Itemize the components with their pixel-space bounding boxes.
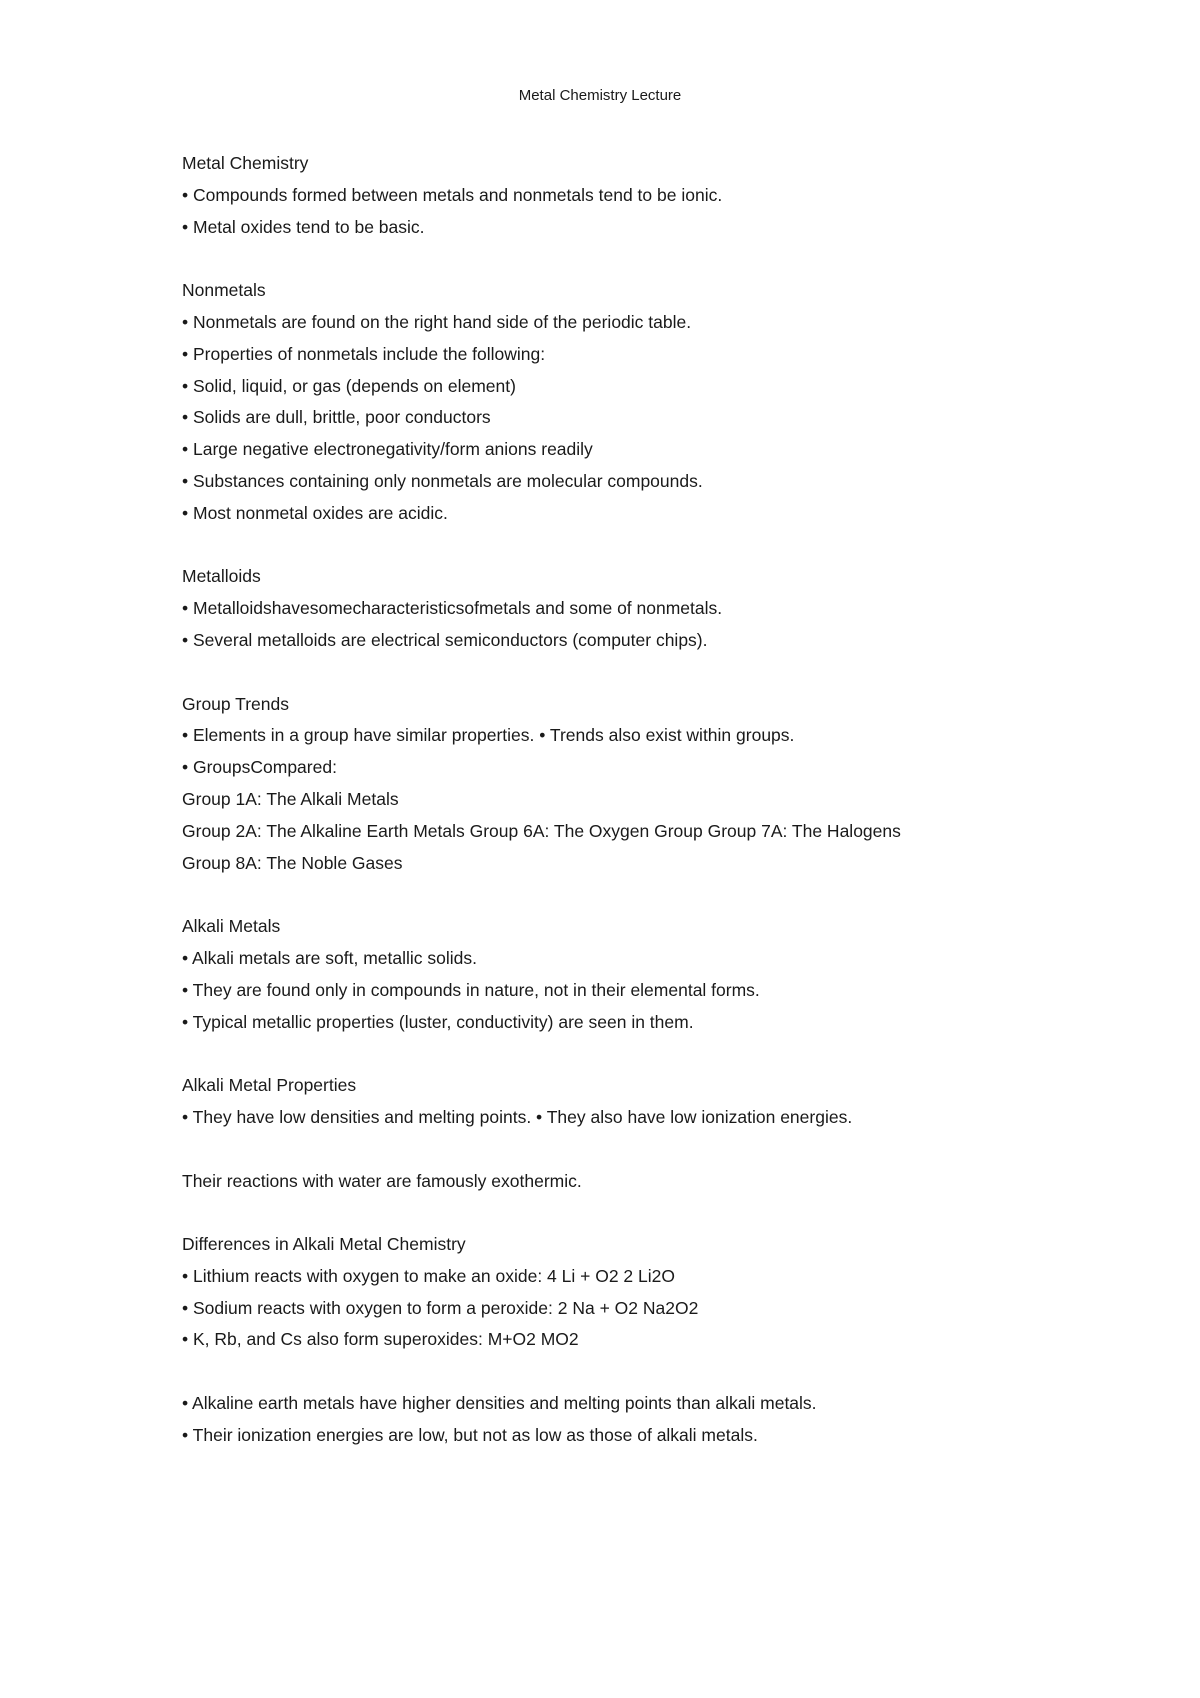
bullet-line: • Metal oxides tend to be basic. bbox=[182, 216, 425, 237]
section-group-trends bbox=[182, 689, 1020, 880]
bullet-line: • Solid, liquid, or gas (depends on element) bbox=[182, 375, 516, 396]
section-title: Alkali Metal Properties bbox=[182, 1075, 357, 1096]
section-title: Metalloids bbox=[182, 566, 261, 587]
bullet-line: • GroupsCompared: bbox=[182, 757, 337, 778]
document-body bbox=[182, 148, 1020, 1483]
group-line: Group 1A: The Alkali Metals bbox=[182, 788, 399, 809]
group-line: Group 2A: The Alkaline Earth Metals Group 6A: The Oxygen Group Group 7A: The Halogens bbox=[182, 820, 901, 841]
section-metal-chemistry bbox=[182, 148, 1020, 243]
section-title: Alkali Metals bbox=[182, 916, 281, 937]
reaction-line: • Lithium reacts with oxygen to make an oxide: 4 Li + O2 2 Li2O bbox=[182, 1265, 675, 1286]
section-title: Group Trends bbox=[182, 693, 289, 714]
bullet-line: • Most nonmetal oxides are acidic. bbox=[182, 502, 448, 523]
section-nonmetals bbox=[182, 275, 1020, 529]
bullet-line: • Substances containing only nonmetals are molecular compounds. bbox=[182, 470, 703, 491]
bullet-line: • They have low densities and melting points. • They also have low ionization energies. bbox=[182, 1106, 853, 1127]
bullet-line: • They are found only in compounds in nature, not in their elemental forms. bbox=[182, 979, 760, 1000]
bullet-line: • Alkaline earth metals have higher densities and melting points than alkali metals. bbox=[182, 1393, 817, 1414]
bullet-line: • Compounds formed between metals and nonmetals tend to be ionic. bbox=[182, 184, 723, 205]
section-title: Differences in Alkali Metal Chemistry bbox=[182, 1234, 466, 1255]
section-reactions-water bbox=[182, 1166, 1020, 1198]
reaction-line: • Sodium reacts with oxygen to form a peroxide: 2 Na + O2 Na2O2 bbox=[182, 1297, 699, 1318]
section-alkaline-earth bbox=[182, 1388, 1020, 1452]
paragraph-line: Their reactions with water are famously exothermic. bbox=[182, 1170, 582, 1191]
reaction-line: • K, Rb, and Cs also form superoxides: M+O2 MO2 bbox=[182, 1329, 579, 1350]
bullet-line: • Several metalloids are electrical semiconductors (computer chips). bbox=[182, 629, 708, 650]
bullet-line: • Metalloidshavesomecharacteristicsofmetals and some of nonmetals. bbox=[182, 598, 723, 619]
page-header: Metal Chemistry Lecture bbox=[518, 87, 682, 104]
section-title: Nonmetals bbox=[182, 280, 266, 301]
bullet-line: • Elements in a group have similar properties. • Trends also exist within groups. bbox=[182, 725, 795, 746]
section-alkali-metal-properties bbox=[182, 1070, 1020, 1134]
bullet-line: • Properties of nonmetals include the following: bbox=[182, 343, 546, 364]
bullet-line: • Typical metallic properties (luster, conductivity) are seen in them. bbox=[182, 1011, 694, 1032]
bullet-line: • Their ionization energies are low, but not as low as those of alkali metals. bbox=[182, 1424, 758, 1445]
group-line: Group 8A: The Noble Gases bbox=[182, 852, 403, 873]
bullet-line: • Alkali metals are soft, metallic solids. bbox=[182, 947, 477, 968]
section-title: Metal Chemistry bbox=[182, 153, 309, 173]
bullet-line: • Solids are dull, brittle, poor conductors bbox=[182, 407, 491, 428]
bullet-line: • Large negative electronegativity/form anions readily bbox=[182, 439, 593, 460]
bullet-line: • Nonmetals are found on the right hand side of the periodic table. bbox=[182, 311, 692, 332]
section-metalloids bbox=[182, 561, 1020, 656]
section-alkali-metals bbox=[182, 911, 1020, 1038]
section-differences bbox=[182, 1229, 1020, 1356]
